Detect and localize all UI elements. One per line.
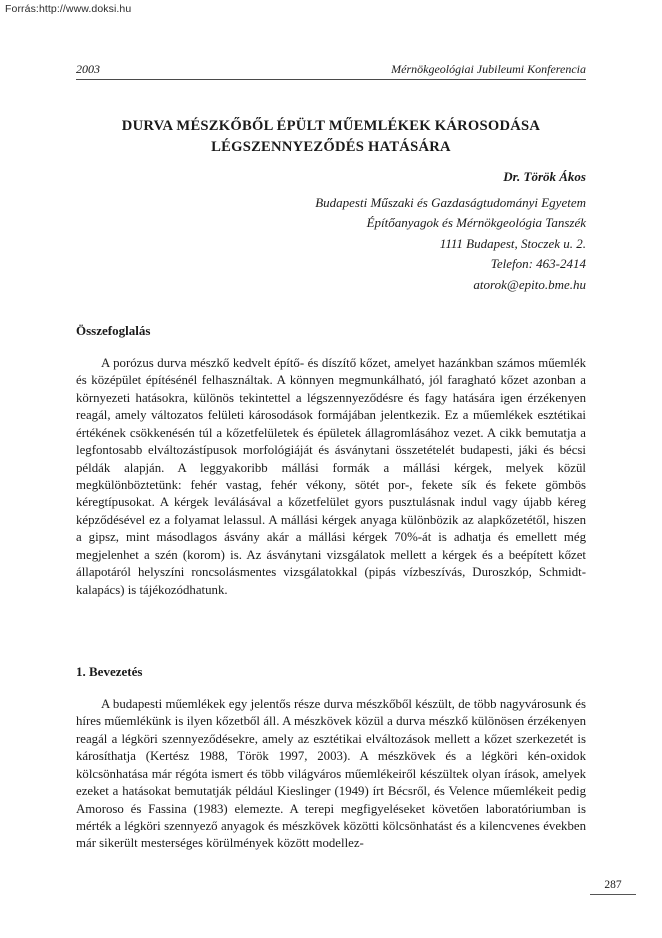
running-head-year: 2003 (76, 62, 100, 76)
running-head (76, 62, 586, 80)
document-page (0, 22, 662, 938)
folio-rule (590, 894, 636, 895)
source-watermark-bar (0, 0, 662, 22)
author-name: Dr. Török Ákos (503, 169, 586, 184)
author-phone: Telefon: 463-2414 (490, 256, 586, 272)
introduction-heading: 1. Bevezetés (76, 663, 143, 679)
author-affiliation-university: Budapesti Műszaki és Gazdaságtudományi Egyetem (315, 194, 586, 210)
page-title-line-2: LÉGSZENNYEZŐDÉS HATÁSÁRA (211, 138, 451, 155)
page-number: 287 (604, 879, 622, 891)
page-title-line-1: DURVA MÉSZKŐBŐL ÉPÜLT MŰEMLÉKEK KÁROSODÁSA (121, 117, 541, 134)
abstract-heading: Összefoglalás (76, 322, 151, 338)
author-affiliation-department: Építőanyagok és Mérnökgeológia Tanszék (366, 215, 586, 231)
source-url-text: Forrás:http://www.doksi.hu (5, 3, 132, 15)
author-block (196, 167, 586, 296)
introduction-paragraph: A budapesti műemlékek egy jelentős része durva mészkőből készült, de több nagyvárosunk és híres műemlékünk is ilyen kőzetből áll. A mészkövek közül a durva mészkő különösen érzékenyen reagál a légköri szennyeződésekre, amely az esztétikai elváltozások mellett a kőzet szerkezetét is károsíthatja (Kertész 1988, Török 1997, 2003). A mészkövek és a légköri kén-oxidok kölcsönhatása már régóta ismert és több világváros műemlékeiről készültek olyan írások, amelyek ezeket a hatásokat bemutatják például Kieslinger (1949) írt Bécsről, és Velence műemlékeit pedig Amoroso és Fassina (1983) elemezte. A terepi megfigyeléseket követően laboratóriumban is mérték a légköri szennyező anyagok és mészkövek közötti kölcsönhatást és a kilencvenes években már sikerült mesterséges körülmények között modellez- (76, 696, 586, 851)
page-title (76, 116, 586, 158)
author-postal-address: 1111 Budapest, Stoczek u. 2. (439, 235, 586, 251)
author-email: atorok@epito.bme.hu (473, 276, 586, 292)
running-head-conference: Mérnökgeológiai Jubileumi Konferencia (391, 62, 586, 76)
abstract-paragraph: A porózus durva mészkő kedvelt építő- és díszítő kőzet, amelyet hazánkban számos műemlék és középület építésénél felhasználtak. A könnyen megmunkálható, jól faragható kőzet azonban a környezeti hatásokra, különös tekintettel a légszennyeződésre és fagy hatására igen érzékenyen reagál, amely változatos felületi károsodások formájában jelentkezik. Ez a műemlékek esztétikai értékének csökkenésén túl a kőzetfelületek és épületek állagromlásához vezet. A cikk bemutatja a legfontosabb elváltozástípusok morfológiáját és ásványtani összetételét budapesti, jáki és bécsi példák alapján. A leggyakoribb mállási formák a mállási kérgek, melyek közül megkülönböztetünk: fehér vastag, fehér vékony, sötét por-, fekete sík és fekete gömbös kéregtípusokat. A kérgek leválásával a kőzetfelület gyors pusztulásnak indul vagy újabb kéreg képződésével ez a folyamat lelassul. A mállási kérgek anyaga különbözik az alapkőzetétől, hiszen a gipsz, mint másodlagos ásvány akár a mállási kérgek 70%-át is adhatja és emellett még megjelenhet a szén (korom) is. Az ásványtani vizsgálatok mellett a kérgek és a beépített kőzet állapotáról helyszíni roncsolásmentes vizsgálatokkal (pipás vízbeszívás, Duroszkóp, Schmidt-kalapács) is tájékozódhatunk. (76, 355, 586, 597)
page-folio (586, 879, 640, 895)
